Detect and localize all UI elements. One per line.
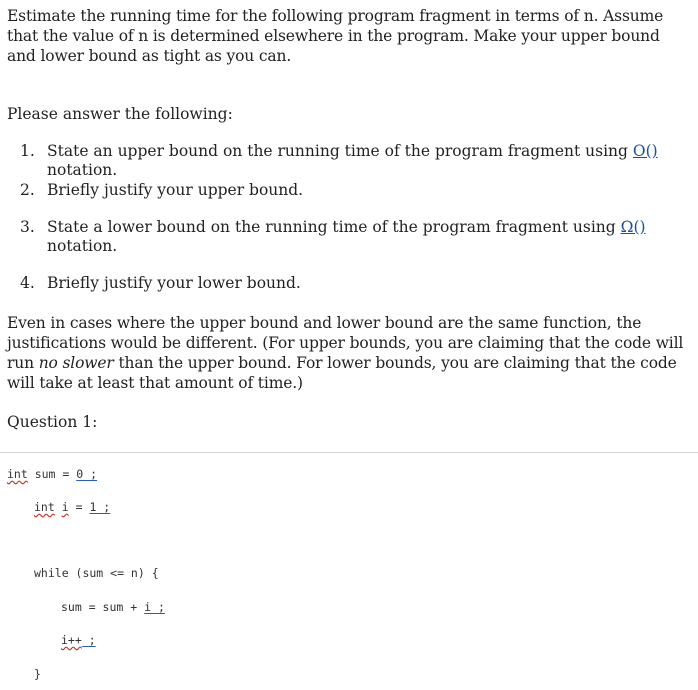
note-emphasis: no slower — [38, 354, 114, 372]
list-item-number: 1. — [20, 142, 35, 160]
list-item-text: Briefly justify your lower bound. — [47, 274, 301, 292]
divider — [0, 452, 698, 453]
code-line-3: while (sum <= n) { — [34, 566, 159, 580]
list-item-number: 4. — [20, 274, 35, 292]
code-keyword: int — [34, 500, 55, 514]
list-item-text-post: notation. — [47, 161, 118, 179]
code-line-1 — [7, 467, 97, 481]
big-o-link[interactable]: O() — [632, 142, 658, 160]
list-item-number: 2. — [20, 181, 35, 199]
note-text-part1: Even in cases where the upper bound and lower bound are the same function, the justifications would be different. (For upper bounds, you are claiming that the code will run — [7, 314, 684, 372]
code-value: 1 ; — [89, 500, 111, 514]
list-item-text: Briefly justify your upper bound. — [47, 181, 304, 199]
code-text: sum = sum + — [61, 600, 145, 614]
code-space — [55, 500, 62, 514]
code-line-6: } — [34, 667, 41, 681]
list-item-text-pre: State a lower bound on the running time of the program fragment using — [47, 218, 621, 236]
intro-paragraph — [7, 6, 693, 66]
code-keyword: int — [7, 467, 28, 481]
code-text: sum = — [27, 467, 77, 481]
list-item-text-post: notation. — [47, 237, 118, 255]
list-item — [20, 142, 690, 180]
code-text: = — [68, 500, 90, 514]
question-label: Question 1: — [7, 413, 98, 431]
code-value: ; — [81, 633, 96, 647]
list-item-text — [47, 142, 690, 180]
code-line-5 — [61, 633, 96, 647]
note-text-part2: than the upper bound. For lower bounds, you are claiming that the code will take at least that amount of time.) — [7, 354, 677, 392]
code-variable: i — [61, 500, 69, 514]
code-line-4 — [61, 600, 165, 614]
big-omega-link[interactable]: Ω() — [620, 218, 646, 236]
prompt-heading: Please answer the following: — [7, 105, 233, 123]
code-value: i ; — [144, 600, 165, 614]
code-value: 0 ; — [76, 467, 98, 481]
code-line-2 — [34, 500, 110, 514]
note-paragraph — [7, 313, 693, 393]
list-item-text-pre: State an upper bound on the running time of the program fragment using — [47, 142, 633, 160]
code-keyword: i++ — [61, 633, 82, 647]
list-item-number: 3. — [20, 218, 35, 236]
list-item — [20, 274, 690, 293]
list-item — [20, 181, 690, 200]
list-item-text — [47, 218, 690, 256]
list-item — [20, 218, 690, 256]
intro-text: Estimate the running time for the following program fragment in terms of n. Assume that the value of n is determined elsewhere in the program. Make your upper bound and lower bound as tight as you can. — [7, 7, 664, 65]
